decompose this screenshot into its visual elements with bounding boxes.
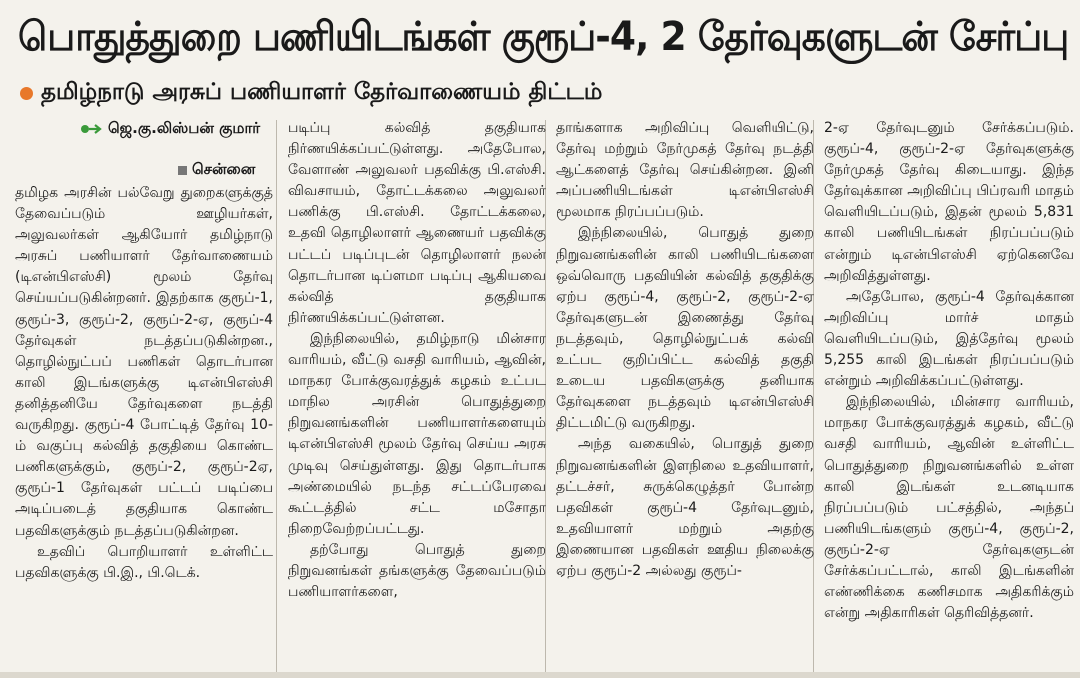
article-column-1 bbox=[15, 183, 273, 673]
paragraph: இந்நிலையில், பொதுத் துறை நிறுவனங்களின் காலி பணியிடங்களை ஒவ்வொரு பதவியின் கல்வித் தகுதிக்கு ஏற்ப குரூப்-4, குரூப்-2, குரூப்-2-ஏ தேர்வுகளுடன் இணைத்து தேர்வு நடத்தவும், தொழில்நுட்பக் கல்வி உட்பட குறிப்பிட்ட கல்வித் தகுதி உடைய பதவிகளுக்கு தனியாக தேர்வுகளை நடத்தவும் டிஎன்பிஎஸ்சி திட்டமிட்டு வருகிறது. bbox=[556, 225, 814, 432]
bullet-dot-icon bbox=[20, 87, 33, 100]
headline: பொதுத்துறை பணியிடங்கள் குரூப்-4, 2 தேர்வுகளுடன் சேர்ப்பு bbox=[18, 14, 1069, 60]
dateline-city: சென்னை bbox=[192, 160, 256, 178]
column-divider bbox=[276, 120, 277, 672]
dateline bbox=[178, 160, 255, 180]
paragraph: தமிழக அரசின் பல்வேறு துறைகளுக்குத் தேவைப்படும் ஊழியர்கள், அலுவலர்கள் ஆகியோர் தமிழ்நாடு அரசுப் பணியாளர் தேர்வாணையம் (டிஎன்பிஎஸ்சி) மூலம் தேர்வு செய்யப்படுகின்றனர். இதற்காக குரூப்-1, குரூப்-3, குரூப்-2, குரூப்-2-ஏ, குரூப்-4 தேர்வுகள் நடத்தப்படுகின்றன., தொழில்நுட்பப் பணிகள் தொடர்பான காலி இடங்களுக்கு டிஎன்பிஎஸ்சி தனித்தனியே தேர்வுகளை நடத்தி வருகிறது. குரூப்-4 போட்டித் தேர்வு 10-ம் வகுப்பு கல்வித் தகுதியை கொண்ட பணிகளுக்கும், குரூப்-2, குரூப்-2ஏ, குரூப்-1 தேர்வுகள் பட்டப் படிப்பை அடிப்படைத் தகுதியாக கொண்ட பதவிகளுக்கும் நடத்தப்படுகின்றன. bbox=[15, 185, 273, 539]
paragraph: இந்நிலையில், மின்சார வாரியம், மாநகர போக்குவரத்துக் கழகம், வீட்டு வசதி வாரியம், ஆவின் உள்ளிட்ட பொதுத்துறை நிறுவனங்களில் உள்ள காலி இடங்கள் உடனடியாக நிரப்பப்படும் பட்சத்தில், அந்தப் பணியிடங்களும் குரூப்-4, குரூப்-2, குரூப்-2-ஏ தேர்வுகளுடன் சேர்க்கப்பட்டால், காலி இடங்களின் எண்ணிக்கை கணிசமாக அதிகரிக்கும் என்று அதிகாரிகள் தெரிவித்தனர். bbox=[824, 394, 1074, 622]
square-bullet-icon bbox=[178, 166, 187, 175]
paragraph: அந்த வகையில், பொதுத் துறை நிறுவனங்களின் இளநிலை உதவியாளர், தட்டச்சர், சுருக்கெழுத்தர் போன்ற பதவிகள் குரூப்-4 தேர்வுடனும், உதவியாளர் மற்றும் அதற்கு இணையான பதவிகள் ஊதிய நிலைக்கு ஏற்ப குரூப்-2 அல்லது குரூப்- bbox=[556, 436, 814, 579]
article-column-4 bbox=[824, 118, 1074, 673]
subheadline-text: தமிழ்நாடு அரசுப் பணியாளர் தேர்வாணையம் திட்டம் bbox=[41, 78, 603, 105]
byline-author: ஜெ.கு.லிஸ்பன் குமார் bbox=[108, 119, 261, 137]
paragraph: 2-ஏ தேர்வுடனும் சேர்க்கப்படும். குரூப்-4, குரூப்-2-ஏ தேர்வுகளுக்கு நேர்முகத் தேர்வு கிடையாது. இந்த தேர்வுக்கான அறிவிப்பு பிப்ரவரி மாதம் வெளியிடப்படும், இதன் மூலம் 5,831 காலி பணியிடங்கள் நிரப்பப்படும் என்றும் டிஎன்பிஎஸ்சி ஏற்கெனவே அறிவித்துள்ளது. bbox=[824, 120, 1074, 284]
paragraph: உதவிப் பொறியாளர் உள்ளிட்ட பதவிகளுக்கு பி.இ., பி.டெக். bbox=[15, 543, 273, 581]
paragraph: இந்நிலையில், தமிழ்நாடு மின்சார வாரியம், வீட்டு வசதி வாரியம், ஆவின், மாநகர போக்குவரத்துக் கழகம் உட்பட மாநில அரசின் பொதுத்துறை நிறுவனங்களின் பணியாளர்களையும் டிஎன்பிஎஸ்சி மூலம் தேர்வு செய்ய அரசு முடிவு செய்துள்ளது. இது தொடர்பாக அண்மையில் நடந்த சட்டப்பேரவை கூட்டத்தில் சட்ட மசோதா நிறைவேற்றப்பட்டது. bbox=[288, 330, 546, 537]
paragraph: தற்போது பொதுத் துறை நிறுவனங்கள் தங்களுக்கு தேவைப்படும் பணியாளர்களை, bbox=[288, 541, 546, 601]
byline bbox=[80, 119, 260, 139]
subheadline bbox=[20, 75, 602, 111]
article-column-2 bbox=[288, 118, 546, 673]
paragraph: படிப்பு கல்வித் தகுதியாக நிர்ணயிக்கப்பட்டுள்ளது. அதேபோல, வேளாண் அலுவலர் பதவிக்கு பி.எஸ்சி. விவசாயம், தோட்டக்கலை அலுவலர் பணிக்கு பி.எஸ்சி. தோட்டக்கலை, உதவி தொழிலாளர் ஆணையர் பதவிக்கு பட்டப் படிப்புடன் தொழிலாளர் நலன் தொடர்பான டிப்ளமா படிப்பு ஆகியவை கல்வித் தகுதியாக நிர்ணயிக்கப்பட்டுள்ளன. bbox=[288, 120, 546, 326]
pen-arrow-icon bbox=[80, 122, 102, 136]
paragraph: அதேபோல, குரூப்-4 தேர்வுக்கான அறிவிப்பு மார்ச் மாதம் வெளியிடப்படும், இத்தேர்வு மூலம் 5,255 காலி இடங்கள் நிரப்பப்படும் என்றும் அறிவிக்கப்பட்டுள்ளது. bbox=[824, 288, 1074, 390]
paragraph: தாங்களாக அறிவிப்பு வெளியிட்டு, தேர்வு மற்றும் நேர்முகத் தேர்வு நடத்தி ஆட்களைத் தேர்வு செய்கின்றன. இனி அப்பணியிடங்கள் டிஎன்பிஎஸ்சி மூலமாக நிரப்பப்படும். bbox=[556, 120, 814, 221]
article-column-3 bbox=[556, 118, 814, 673]
page-bottom-edge bbox=[0, 672, 1080, 678]
